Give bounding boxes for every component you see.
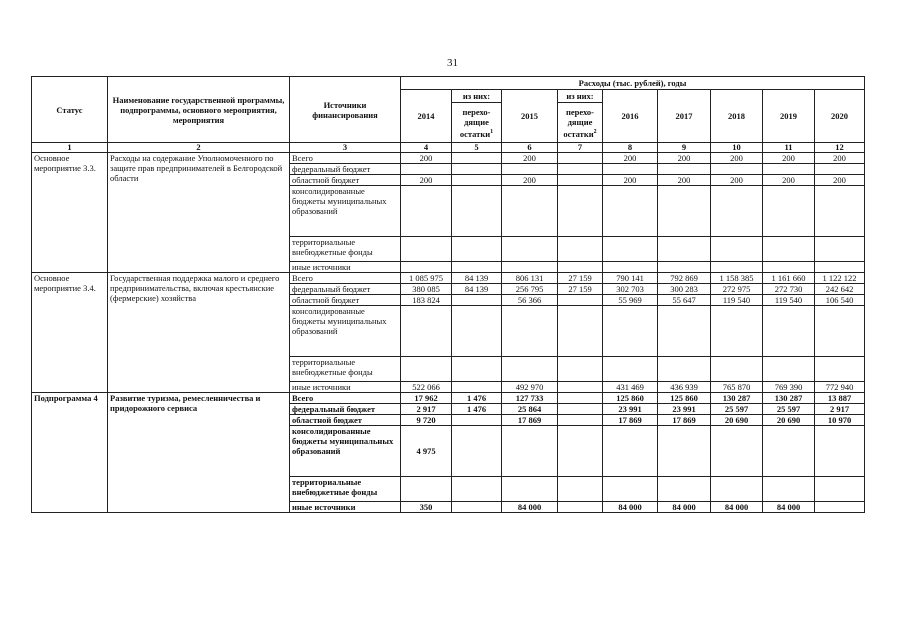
- cell-value: [502, 262, 558, 273]
- row-funding-source: областной бюджет: [290, 415, 401, 426]
- header-year-2017: 2017: [658, 90, 711, 143]
- cell-value: 56 366: [502, 295, 558, 306]
- cell-value: [658, 306, 711, 357]
- cell-value: [452, 306, 502, 357]
- row-status: Подпрограмма 4: [32, 393, 108, 513]
- cell-value: [711, 262, 763, 273]
- cell-value: [763, 262, 815, 273]
- column-number: 11: [763, 143, 815, 153]
- cell-value: [815, 477, 865, 502]
- cell-value: [815, 237, 865, 262]
- cell-value: 200: [658, 175, 711, 186]
- cell-value: 256 795: [502, 284, 558, 295]
- cell-value: [763, 477, 815, 502]
- column-number: 5: [452, 143, 502, 153]
- row-program-name: Государственная поддержка малого и среднего предпринимательства, включая крестьянские (фермерские) хозяйства: [108, 273, 290, 393]
- row-funding-source: иные источники: [290, 502, 401, 513]
- cell-value: [558, 382, 603, 393]
- cell-value: [558, 477, 603, 502]
- cell-value: 84 139: [452, 273, 502, 284]
- cell-value: [452, 153, 502, 164]
- cell-value: [711, 237, 763, 262]
- header-year-2014: 2014: [401, 90, 452, 143]
- header-expenses: Расходы (тыс. рублей), годы: [401, 77, 865, 90]
- row-funding-source: областной бюджет: [290, 295, 401, 306]
- cell-value: [502, 164, 558, 175]
- header-status: Статус: [32, 77, 108, 143]
- table-row: [32, 393, 865, 404]
- cell-value: [815, 306, 865, 357]
- row-funding-source: Всего: [290, 153, 401, 164]
- row-funding-source: федеральный бюджет: [290, 164, 401, 175]
- cell-value: [711, 357, 763, 382]
- cell-value: [603, 357, 658, 382]
- cell-value: [815, 502, 865, 513]
- cell-value: 200: [815, 153, 865, 164]
- row-funding-source: областной бюджет: [290, 175, 401, 186]
- cell-value: [502, 357, 558, 382]
- cell-value: [658, 477, 711, 502]
- column-number: 2: [108, 143, 290, 153]
- cell-value: 125 860: [603, 393, 658, 404]
- cell-value: [711, 186, 763, 237]
- column-number: 12: [815, 143, 865, 153]
- header-name: Наименование государственной программы, подпрограммы, основного мероприятия, мероприятия: [108, 77, 290, 143]
- column-number: 6: [502, 143, 558, 153]
- cell-value: 17 962: [401, 393, 452, 404]
- header-year-2015: 2015: [502, 90, 558, 143]
- cell-value: 25 597: [763, 404, 815, 415]
- cell-value: 23 991: [603, 404, 658, 415]
- row-funding-source: консолидированные бюджеты муниципальных образований: [290, 426, 401, 477]
- cell-value: 772 940: [815, 382, 865, 393]
- row-funding-source: федеральный бюджет: [290, 284, 401, 295]
- cell-value: [558, 357, 603, 382]
- cell-value: [658, 164, 711, 175]
- cell-value: [452, 295, 502, 306]
- cell-value: 242 642: [815, 284, 865, 295]
- cell-value: 300 283: [658, 284, 711, 295]
- cell-value: 200: [401, 175, 452, 186]
- header-carryover-1: перехо-дящие остатки$^1$: [452, 103, 502, 143]
- cell-value: [502, 477, 558, 502]
- column-number: 7: [558, 143, 603, 153]
- cell-value: 130 287: [711, 393, 763, 404]
- cell-value: 2 917: [815, 404, 865, 415]
- row-funding-source: Всего: [290, 273, 401, 284]
- cell-value: 13 887: [815, 393, 865, 404]
- table-row: [32, 273, 865, 284]
- header-sources: Источники финансирования: [290, 77, 401, 143]
- cell-value: 200: [603, 153, 658, 164]
- cell-value: [558, 404, 603, 415]
- cell-value: [763, 426, 815, 477]
- header-of-them-1: из них:: [452, 90, 502, 103]
- cell-value: [763, 186, 815, 237]
- cell-value: [658, 262, 711, 273]
- cell-value: 9 720: [401, 415, 452, 426]
- row-status: Основное мероприятие 3.4.: [32, 273, 108, 393]
- cell-value: 1 085 975: [401, 273, 452, 284]
- cell-value: 25 597: [711, 404, 763, 415]
- cell-value: [603, 262, 658, 273]
- cell-value: 17 869: [658, 415, 711, 426]
- cell-value: [815, 426, 865, 477]
- cell-value: 1 476: [452, 393, 502, 404]
- cell-value: 492 970: [502, 382, 558, 393]
- table-row: [32, 153, 865, 164]
- cell-value: 84 000: [502, 502, 558, 513]
- cell-value: [452, 426, 502, 477]
- cell-value: [558, 153, 603, 164]
- cell-value: 130 287: [763, 393, 815, 404]
- budget-table: [31, 76, 865, 513]
- cell-value: [815, 262, 865, 273]
- cell-value: 17 869: [603, 415, 658, 426]
- cell-value: [401, 164, 452, 175]
- cell-value: [558, 393, 603, 404]
- cell-value: [603, 306, 658, 357]
- cell-value: 1 476: [452, 404, 502, 415]
- row-funding-source: консолидированные бюджеты муниципальных образований: [290, 306, 401, 357]
- cell-value: [401, 262, 452, 273]
- row-funding-source: территориальные внебюджетные фонды: [290, 237, 401, 262]
- cell-value: [603, 477, 658, 502]
- cell-value: [763, 164, 815, 175]
- cell-value: [815, 164, 865, 175]
- cell-value: [658, 426, 711, 477]
- cell-value: 200: [502, 153, 558, 164]
- cell-value: 200: [763, 175, 815, 186]
- column-number-row: [32, 143, 865, 153]
- row-funding-source: территориальные внебюджетные фонды: [290, 357, 401, 382]
- cell-value: 27 159: [558, 284, 603, 295]
- cell-value: 84 000: [603, 502, 658, 513]
- cell-value: 272 730: [763, 284, 815, 295]
- cell-value: [452, 502, 502, 513]
- row-funding-source: иные источники: [290, 262, 401, 273]
- cell-value: 522 066: [401, 382, 452, 393]
- cell-value: 200: [711, 175, 763, 186]
- cell-value: [558, 237, 603, 262]
- cell-value: [603, 164, 658, 175]
- cell-value: 119 540: [711, 295, 763, 306]
- cell-value: [558, 262, 603, 273]
- header-of-them-2: из них:: [558, 90, 603, 103]
- cell-value: 350: [401, 502, 452, 513]
- cell-value: [558, 175, 603, 186]
- cell-value: 55 969: [603, 295, 658, 306]
- cell-value: [558, 426, 603, 477]
- cell-value: [502, 186, 558, 237]
- cell-value: 23 991: [658, 404, 711, 415]
- row-status: Основное мероприятие 3.3.: [32, 153, 108, 273]
- page-number: 31: [447, 57, 458, 69]
- cell-value: [558, 295, 603, 306]
- cell-value: [603, 186, 658, 237]
- cell-value: [452, 382, 502, 393]
- cell-value: 200: [658, 153, 711, 164]
- cell-value: [763, 357, 815, 382]
- cell-value: [401, 237, 452, 262]
- cell-value: [452, 175, 502, 186]
- cell-value: 25 864: [502, 404, 558, 415]
- cell-value: 127 733: [502, 393, 558, 404]
- row-funding-source: консолидированные бюджеты муниципальных образований: [290, 186, 401, 237]
- cell-value: 17 869: [502, 415, 558, 426]
- cell-value: 769 390: [763, 382, 815, 393]
- cell-value: 2 917: [401, 404, 452, 415]
- header-year-2016: 2016: [603, 90, 658, 143]
- cell-value: 272 975: [711, 284, 763, 295]
- cell-value: [452, 415, 502, 426]
- cell-value: [502, 426, 558, 477]
- cell-value: 765 870: [711, 382, 763, 393]
- cell-value: [558, 186, 603, 237]
- cell-value: 302 703: [603, 284, 658, 295]
- cell-value: 84 000: [763, 502, 815, 513]
- column-number: 9: [658, 143, 711, 153]
- row-program-name: Расходы на содержание Уполномоченного по защите прав предпринимателей в Белгородской области: [108, 153, 290, 273]
- cell-value: [658, 186, 711, 237]
- cell-value: 200: [603, 175, 658, 186]
- cell-value: [452, 186, 502, 237]
- cell-value: 55 647: [658, 295, 711, 306]
- column-number: 10: [711, 143, 763, 153]
- cell-value: 200: [502, 175, 558, 186]
- cell-value: 119 540: [763, 295, 815, 306]
- column-number: 1: [32, 143, 108, 153]
- cell-value: 1 161 660: [763, 273, 815, 284]
- column-number: 4: [401, 143, 452, 153]
- cell-value: [452, 262, 502, 273]
- cell-value: [711, 164, 763, 175]
- row-funding-source: иные источники: [290, 382, 401, 393]
- cell-value: [558, 164, 603, 175]
- cell-value: [711, 477, 763, 502]
- cell-value: [603, 237, 658, 262]
- cell-value: 790 141: [603, 273, 658, 284]
- cell-value: 200: [763, 153, 815, 164]
- cell-value: [815, 186, 865, 237]
- cell-value: [763, 306, 815, 357]
- cell-value: [401, 357, 452, 382]
- cell-value: [658, 237, 711, 262]
- cell-value: 431 469: [603, 382, 658, 393]
- cell-value: 200: [711, 153, 763, 164]
- cell-value: [452, 477, 502, 502]
- cell-value: 27 159: [558, 273, 603, 284]
- header-year-2018: 2018: [711, 90, 763, 143]
- cell-value: [452, 237, 502, 262]
- cell-value: 20 690: [711, 415, 763, 426]
- cell-value: 1 158 385: [711, 273, 763, 284]
- cell-value: 20 690: [763, 415, 815, 426]
- cell-value: [401, 477, 452, 502]
- cell-value: 84 000: [711, 502, 763, 513]
- row-funding-source: Всего: [290, 393, 401, 404]
- cell-value: 792 869: [658, 273, 711, 284]
- cell-value: 806 131: [502, 273, 558, 284]
- cell-value: [558, 306, 603, 357]
- cell-value: 84 000: [658, 502, 711, 513]
- table-body: [32, 153, 865, 513]
- cell-value: [401, 306, 452, 357]
- cell-value: [401, 186, 452, 237]
- column-number: 8: [603, 143, 658, 153]
- cell-value: [815, 357, 865, 382]
- cell-value: 125 860: [658, 393, 711, 404]
- header-year-2020: 2020: [815, 90, 865, 143]
- cell-value: 183 824: [401, 295, 452, 306]
- cell-value: 84 139: [452, 284, 502, 295]
- cell-value: 200: [815, 175, 865, 186]
- header-year-2019: 2019: [763, 90, 815, 143]
- row-funding-source: территориальные внебюджетные фонды: [290, 477, 401, 502]
- cell-value: [452, 164, 502, 175]
- header-carryover-2: перехо-дящие остатки$^2$: [558, 103, 603, 143]
- cell-value: 436 939: [658, 382, 711, 393]
- row-program-name: Развитие туризма, ремесленничества и придорожного сервиса: [108, 393, 290, 513]
- cell-value: [711, 426, 763, 477]
- cell-value: [763, 237, 815, 262]
- cell-value: 200: [401, 153, 452, 164]
- cell-value: [658, 357, 711, 382]
- column-number: 3: [290, 143, 401, 153]
- cell-value: [502, 237, 558, 262]
- cell-value: [558, 415, 603, 426]
- cell-value: [502, 306, 558, 357]
- cell-value: [558, 502, 603, 513]
- cell-value: 1 122 122: [815, 273, 865, 284]
- cell-value: 106 540: [815, 295, 865, 306]
- cell-value: [603, 426, 658, 477]
- cell-value: 10 970: [815, 415, 865, 426]
- cell-value: 4 975: [401, 426, 452, 477]
- cell-value: [711, 306, 763, 357]
- cell-value: 380 085: [401, 284, 452, 295]
- cell-value: [452, 357, 502, 382]
- row-funding-source: федеральный бюджет: [290, 404, 401, 415]
